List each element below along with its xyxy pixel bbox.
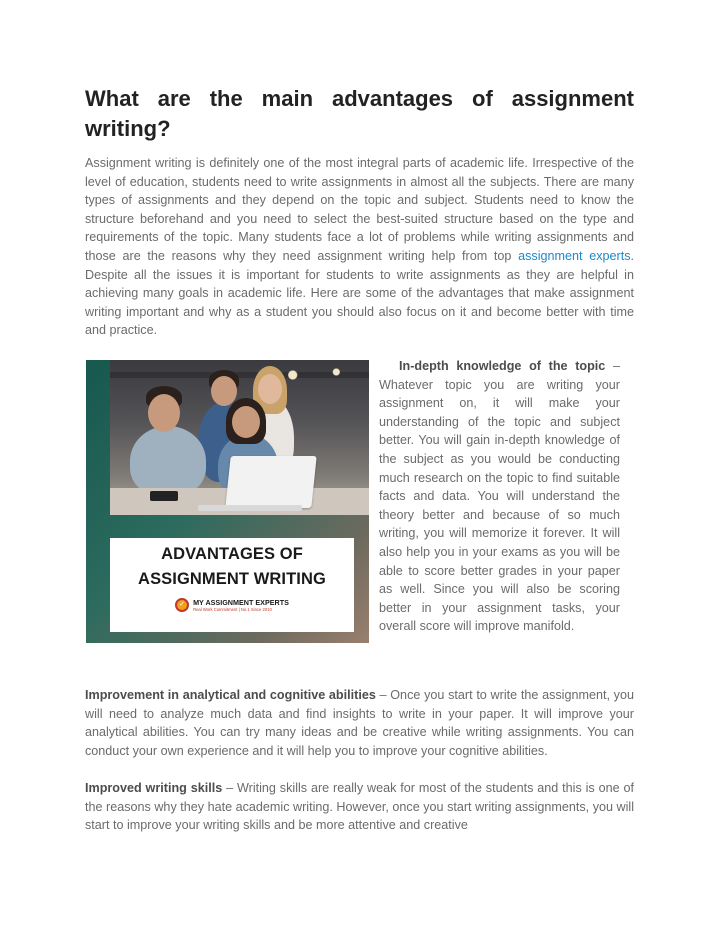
banner-line-2: ASSIGNMENT WRITING (138, 570, 326, 588)
section-text: – Writing skills are really weak for most of the students and this is one of the reasons why they hate academic writing. However, once you start writing assignments, you will start to improve your writing skills and be more attentive and creative (85, 781, 634, 833)
title-line-1: What are the main advantages of assignment (85, 86, 634, 111)
title-line-2: writing? (85, 116, 171, 141)
section-title: Improved writing skills (85, 781, 223, 795)
section-in-depth-knowledge (379, 357, 620, 636)
advantages-figure-image (86, 360, 369, 643)
section-title: Improvement in analytical and cognitive abilities (85, 688, 376, 702)
section-analytical-abilities (85, 686, 634, 760)
assignment-experts-link[interactable]: assignment experts (518, 248, 631, 263)
page-title (85, 84, 634, 144)
section-writing-skills (85, 779, 634, 835)
intro-text-after-link: . Despite all the issues it is important for students to write assignments as they are helpful in achieving many goals in academic life. Here are some of the advantages that make assignment writing important and why as a student you should also focus on it and become better with time and practice. (85, 248, 634, 338)
banner-line-1: ADVANTAGES OF (161, 545, 303, 563)
brand-logo (110, 598, 354, 612)
section-text: – Whatever topic you are writing your assignment on, it will make your understanding of the topic and subject better. You will gain in-depth knowledge of the subject as you would be conducting much research on the topic to find suitable facts and data. You will understand the theory better and because of so much writing, you will memorize it forever. It will also help you in your exams as you will be able to score better grades in your paper as well. Since you will also be scoring better in your assignment tasks, your overall score will improve manifold. (379, 359, 620, 634)
intro-text-before-link: Assignment writing is definitely one of the most integral parts of academic life. Irrespective of the level of education, students need to write assignments in almost all the subjects. There are many types of assignments and they depend on the topic and subject. Students need to know the structure beforehand and you need to select the best-suited structure based on the type and requirements of the topic. Many students face a lot of problems while writing assignments and those are the reasons why they need assignment writing help from top (85, 156, 634, 263)
brand-tagline: Real Work Commitment | No.1 Since 2010 (193, 606, 272, 612)
section-title: In-depth knowledge of the topic (399, 359, 606, 373)
students-photo (110, 360, 369, 515)
intro-paragraph (85, 154, 634, 340)
brand-name: MY ASSIGNMENT EXPERTS (193, 597, 289, 607)
section-text: – Once you start to write the assignment, you will need to analyze much data and find insights to write in your paper. It will improve your analytical abilities. You can try many ideas and be creative while writing assignments. You can conduct your own experience and it will help you to improve your cognitive abilities. (85, 688, 634, 758)
brand-badge-icon: ✓ (175, 598, 189, 612)
figure-banner (110, 538, 354, 632)
